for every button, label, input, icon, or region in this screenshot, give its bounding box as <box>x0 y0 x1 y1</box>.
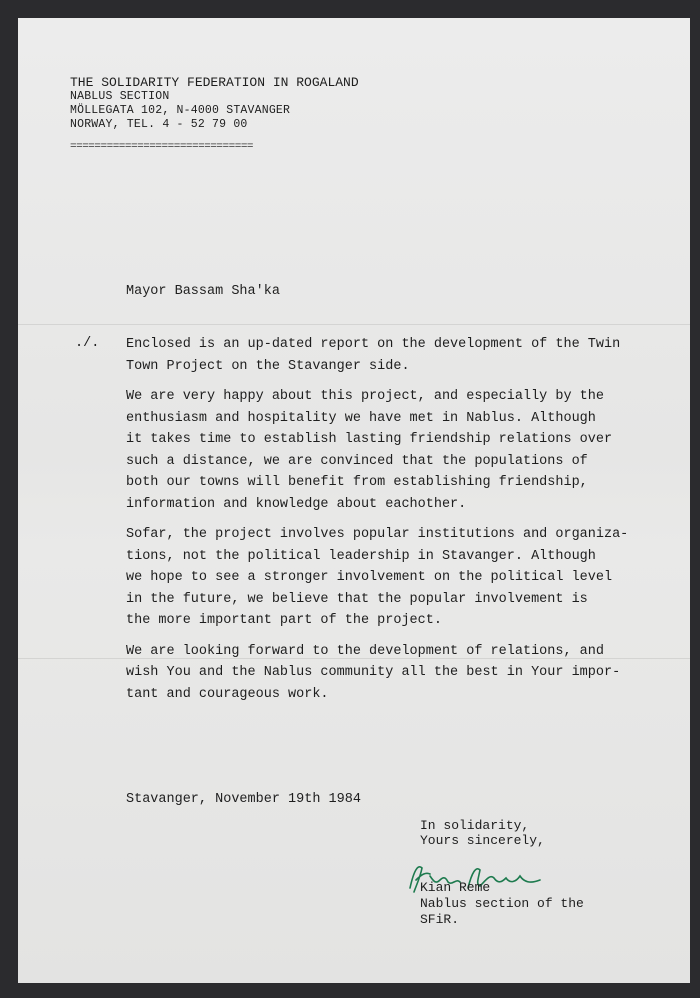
letter-body <box>126 334 646 714</box>
section-name: NABLUS SECTION <box>70 90 170 103</box>
paragraph: We are looking forward to the development of relations, and wish You and the Nablus community all the best in Your impor- tant and courageous work. <box>126 643 621 702</box>
place-date: Stavanger, November 19th 1984 <box>126 792 361 807</box>
letter-page <box>18 18 690 983</box>
enclosure-mark: ./. <box>75 336 100 351</box>
signer-name: Kian Reme <box>420 880 491 895</box>
letterhead-rule: ============================== <box>70 141 254 153</box>
paragraph: We are very happy about this project, and especially by the enthusiasm and hospitality we have met in Nablus. Although it takes time to establish lasting friendship relations over such a distance, we are convinced that the populations of both our towns will benefit from establishing friendship, information and knowledge about eachother. <box>126 389 613 512</box>
signer-title: Nablus section of the <box>420 896 584 911</box>
paragraph: Sofar, the project involves popular institutions and organiza- tions, not the political leadership in Stavanger. Although we hope to see a stronger involvement on the political level in the future, we believe that the popular involvement is the more important part of the project. <box>126 527 629 628</box>
recipient: Mayor Bassam Sha'ka <box>126 284 280 299</box>
signer-org: SFiR. <box>420 912 460 927</box>
org-name: THE SOLIDARITY FEDERATION IN ROGALAND <box>70 75 359 90</box>
letterhead <box>70 76 359 132</box>
closing-line: Yours sincerely, <box>420 833 545 848</box>
paragraph: Enclosed is an up-dated report on the development of the Twin Town Project on the Stavanger side. <box>126 337 621 374</box>
closing <box>420 818 545 848</box>
phone: NORWAY, TEL. 4 - 52 79 00 <box>70 118 248 131</box>
fold-line <box>18 324 690 325</box>
address: MÖLLEGATA 102, N-4000 STAVANGER <box>70 104 291 117</box>
closing-line: In solidarity, <box>420 818 530 833</box>
signer-block <box>420 880 584 928</box>
